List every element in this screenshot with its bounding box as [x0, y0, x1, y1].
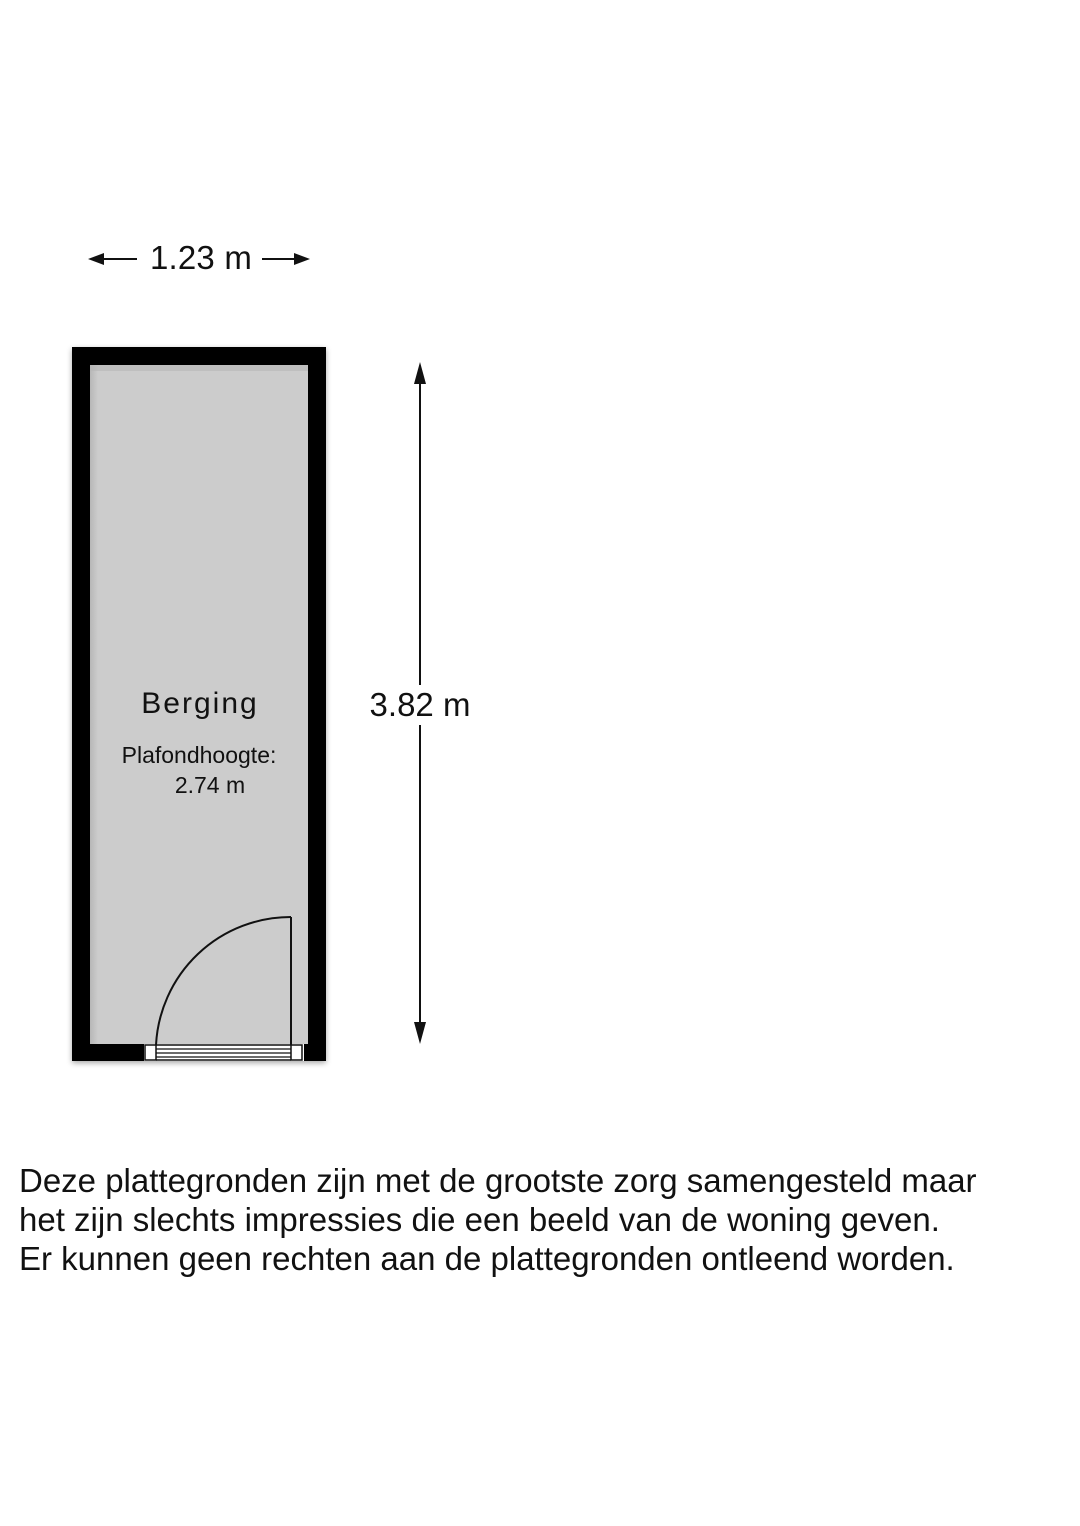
arrow-up-icon	[414, 362, 426, 384]
disclaimer-line: Er kunnen geen rechten aan de plattegronden ontleend worden.	[19, 1240, 955, 1277]
disclaimer-text	[19, 1161, 1079, 1278]
arrow-down-icon	[414, 1022, 426, 1044]
room-name: Berging	[141, 687, 259, 720]
ceiling-height-label: Plafondhoogte:	[121, 742, 277, 768]
width-dimension-label: 1.23 m	[149, 239, 253, 276]
length-dimension-label: 3.82 m	[362, 685, 478, 725]
ceiling-height-value: 2.74 m	[174, 772, 246, 798]
arrow-left-icon	[88, 253, 104, 265]
disclaimer-line: het zijn slechts impressies die een beeld van de woning geven.	[19, 1201, 940, 1238]
disclaimer-line: Deze plattegronden zijn met de grootste zorg samengesteld maar	[19, 1162, 977, 1199]
arrow-right-icon	[294, 253, 310, 265]
